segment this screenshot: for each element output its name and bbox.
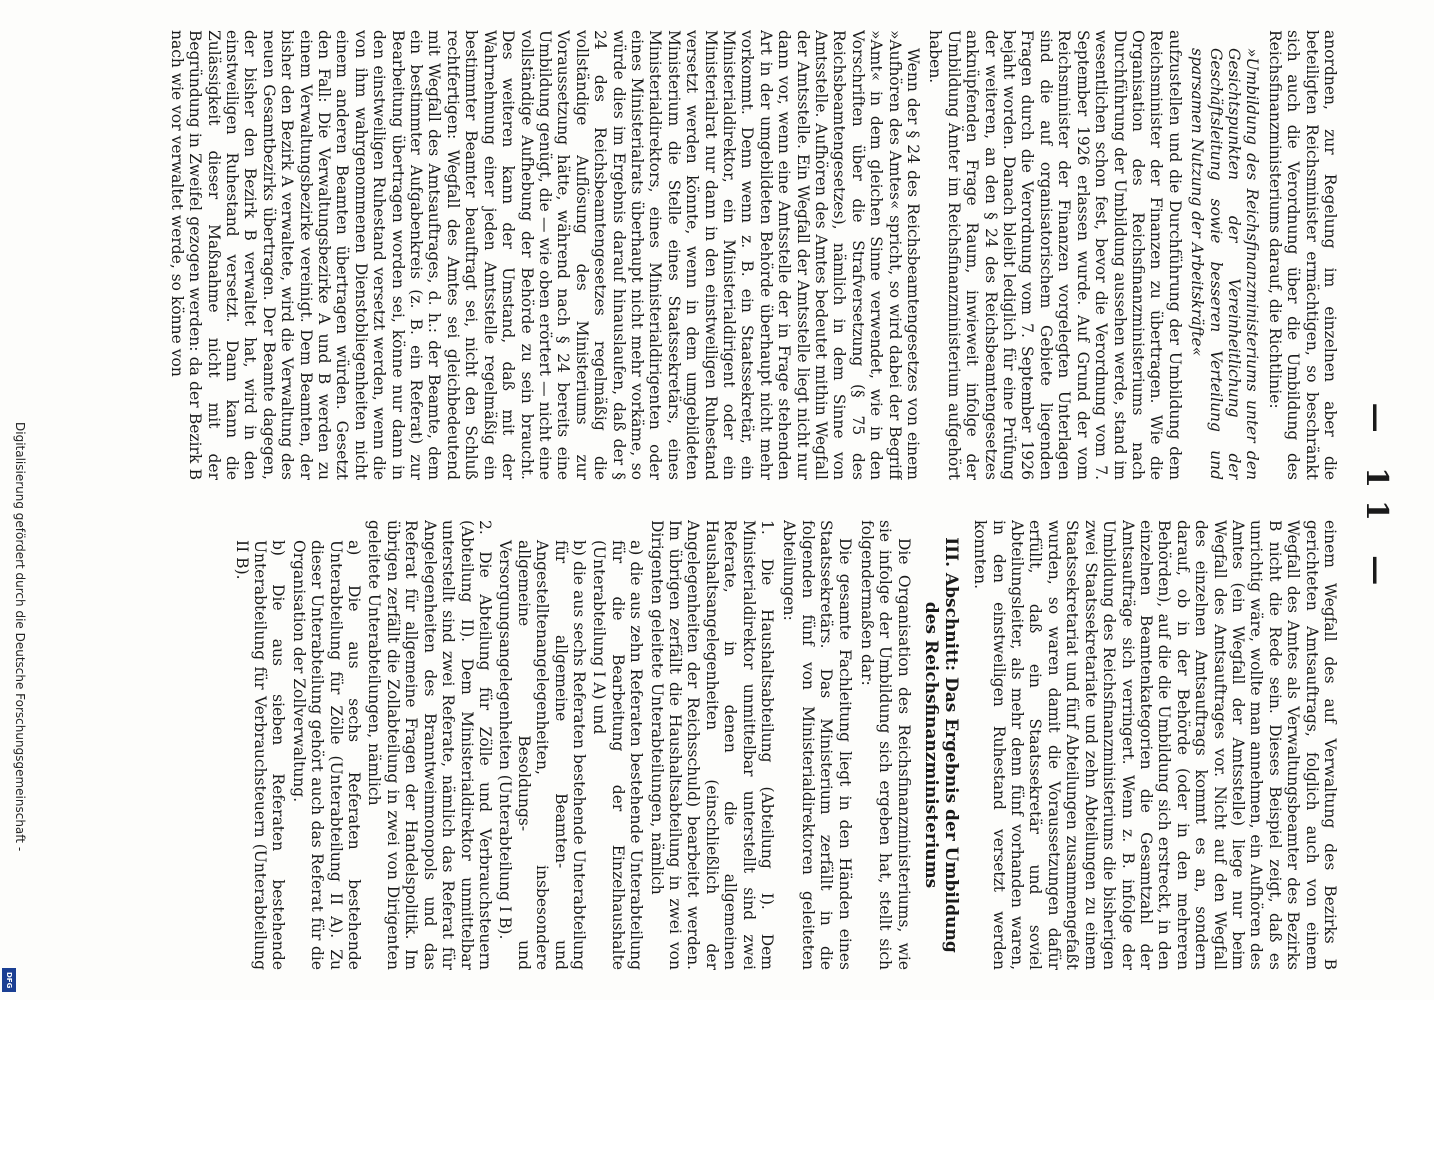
sub-list <box>496 520 645 970</box>
sub-marker: a) <box>345 540 364 556</box>
funding-credit: Digitalisierung gefördert durch die Deutsche Forschungsgemeinschaft - <box>13 422 27 852</box>
sub-list <box>232 520 363 970</box>
right-column <box>40 520 1339 970</box>
list-item <box>496 520 776 970</box>
sub-marker: b) <box>569 540 588 556</box>
list-number: 1. <box>758 520 777 535</box>
section-heading: III. Abschnitt: Das Ergebnis der Umbildung des Reichsfinanzministeriums <box>920 537 961 953</box>
sub-list-item <box>590 540 645 970</box>
list-item <box>232 520 494 970</box>
sub-list-item <box>232 540 287 970</box>
left-column <box>40 30 1339 480</box>
paragraph: aufzustellen und die Durchführung der Umbildung dem Reichsminister der Finanzen zu übertragen. Wie die Organisation des Reichsfinanzministeriums nach Durchführung der Umbildung aussehen werde, stand im wesentlichen schon fest, bevor die Verordnung vom 7. September 1926 erlassen wurde. Auf Grund der vom Reichsminister der Finanzen vorgelegten Unterlagen sind die auf organisatorischem Gebiete liegenden Fragen durch die Verordnung vom 7. September 1926 bejaht worden. Danach bleibt lediglich für eine Prüfung der weiteren, an den § 24 des Reichsbeamtengesetzes anknüpfenden Frage Raum, inwieweit infolge der Umbildung Ämter im Reichsfinanzministerium aufgehört haben. <box>926 30 1184 480</box>
dfg-logo: DFG <box>2 968 16 992</box>
page-number: — 11 — <box>1359 402 1394 598</box>
paragraph: einem Wegfall des auf Verwaltung des Bezirks B gerichteten Amtsauftrags, folglich auch von einem Wegfall des Amtes als Verwaltungsbeamter des Bezirks B nicht die Rede sein. Dieses Beispiel zeigt, daß es unrichtig wäre, wollte man annehmen, ein Aufhören des Amtes (ein Wegfall der Amtsstelle) liege nur beim Wegfall des Amtsauftrages vor. Nicht auf den Wegfall des einzelnen Amtsauftrags kommt es an, sondern darauf, ob in der Behörde (oder in den mehreren Behörden), auf die die Umbildung sich erstreckt, in den einzelnen Beamtenkategorien die Gesamtzahl der Amtsaufträge sich verringert. Wenn z. B. infolge der Umbildung des Reichsfinanzministeriums die bisherigen zwei Staatssekretariate und zehn Abteilungen zu einem Staatssekretariat und fünf Abteilungen zusammengefaßt wurden, so waren damit die Voraussetzungen dafür erfüllt, daß ein Staatssekretär und soviel Abteilungsleiter, als mehr denn fünf vorhanden waren, in den einstweiligen Ruhestand versetzt werden konnten. <box>971 520 1339 970</box>
paragraph: anordnen, zur Regelung im einzelnen aber die beteiligten Reichsminister ermächtigen, so beschränkt sich auch die Verordnung über die Umbildung des Reichsfinanzministeriums darauf, die Richtlinie: <box>1265 30 1339 480</box>
list-number: 2. <box>475 520 494 535</box>
paragraph: Die Organisation des Reichsfinanzministeriums, wie sie infolge der Umbildung sich ergeben hat, stellt sich folgendermaßen dar: <box>858 520 913 970</box>
sub-text: Die aus sechs Referaten bestehende Unterabteilung für Zölle (Unterabteilung II A). Zu dieser Unterabteilung gehört auch das Referat für die Organisation der Zollverwaltung. <box>289 540 364 970</box>
sub-text: die aus sechs Referaten bestehende Unterabteilung für allgemeine Beamten- und Angestelltenangelegenheiten, insbesondere allgemeine Besoldungs- und Versorgungsangelegenheiten (Unterabteilung I B). <box>496 540 588 970</box>
paragraph: Die gesamte Fachleitung liegt in den Händen eines Staatssekretärs. Das Ministerium zerfällt in die folgenden fünf von Ministerialdirektoren geleiteten Abteilungen: <box>780 520 854 970</box>
sub-list-item <box>496 540 588 970</box>
sub-marker: b) <box>269 540 288 556</box>
sub-list-item <box>289 540 363 970</box>
sub-marker: a) <box>627 540 646 556</box>
sub-text: Die aus sieben Referaten bestehende Unterabteilung für Verbrauchsteuern (Unterabteilung II B). <box>232 540 288 970</box>
sub-text: die aus zehn Referaten bestehende Unterabteilung für die Bearbeitung der Einzelhaushalte (Unterabteilung I A) und <box>590 540 646 970</box>
list-text: Die Haushaltsabteilung (Abteilung I). Dem Ministerialdirektor unmittelbar unterstellt sind zwei Referate, in denen die allgemeinen Haushaltsangelegenheiten (einschließlich der Angelegenheiten der Reichsschuld) bearbeitet werden. Im übrigen zerfällt die Haushaltsabteilung in zwei von Dirigenten geleitete Unterabteilungen, nämlich <box>647 520 777 970</box>
list-text: Die Abteilung für Zölle und Verbrauchsteuern (Abteilung II). Dem Ministerialdirektor unmittelbar unterstellt sind zwei Referate, nämlich das Referat für Angelegenheiten des Branntweinmonopols und das Referat für allgemeine Fragen der Handelspolitik. Im übrigen zerfällt die Zollabteilung in zwei von Dirigenten geleitete Unterabteilungen, nämlich <box>365 520 494 970</box>
paragraph: Wenn der § 24 des Reichsbeamtengesetzes von einem »Aufhören des Amtes« spricht, so wird dabei der Begriff »Amt« in dem gleichen Sinne verwendet, wie in den Vorschriften über die Strafversetzung (§ 75 des Reichsbeamtengesetzes), nämlich in dem Sinne von Amtsstelle. Aufhören des Amtes bedeutet mithin Wegfall der Amtsstelle. Ein Wegfall der Amtsstelle liegt nicht nur dann vor, wenn eine Amtsstelle der in Frage stehenden Art in der umgebildeten Behörde überhaupt nicht mehr vorkommt. Denn wenn z. B. ein Staatssekretär, ein Ministerialdirektor, ein Ministerialdirigent oder ein Ministerialrat nur dann in den einstweiligen Ruhestand versetzt werden könnte, wenn in dem umgebildeten Ministerium die Stelle eines Staatssekretärs, eines Ministerialdirektors, eines Ministerialdirigenten oder eines Ministerialrats überhaupt nicht mehr vorkäme, so würde dies im Ergebnis darauf hinauslaufen, daß der § 24 des Reichsbeamtengesetzes regelmäßig die vollständige Auflösung des Ministeriums zur Voraussetzung hätte, während nach § 24 bereits eine Umbildung genügt, die — wie oben erörtert — nicht eine vollständige Aufhebung der Behörde zu sein braucht. Des weiteren kann der Umstand, daß mit der Wahrnehmung einer jeden Amtsstelle regelmäßig ein bestimmter Beamter beauftragt sei, nicht den Schluß rechtfertigen: Wegfall des Amtes sei gleichbedeutend mit Wegfall des Amtsauftrages, d. h.: der Beamte, dem ein bestimmter Aufgabenkreis (z. B. ein Referat) zur Bearbeitung übertragen worden sei, könne nur dann in den einstweiligen Ruhestand versetzt werden, wenn die von ihm wahrgenommenen Dienstobliegenheiten nicht einem anderen Beamten übertragen würden. Gesetzt den Fall: Die Verwaltungsbezirke A und B werden zu einem Verwaltungsbezirke vereinigt. Dem Beamten, der bisher den Bezirk A verwaltete, wird die Verwaltung des neuen Gesamtbezirks übertragen. Der Beamte dagegen, der bisher den Bezirk B verwaltet hat, wird in den einstweiligen Ruhestand versetzt. Dann kann die Zulässigkeit dieser Maßnahme nicht mit der Begründung in Zweifel gezogen werden: da der Bezirk B nach wie vor verwaltet werde, so könne von <box>167 30 923 480</box>
quote: »Umbildung des Reichsfinanzministeriums unter den Gesichtspunkten der Vereinheitlichung der Geschäftsleitung sowie besseren Verteilung und sparsamen Nutzung der Arbeitskräfte« <box>1188 48 1262 480</box>
